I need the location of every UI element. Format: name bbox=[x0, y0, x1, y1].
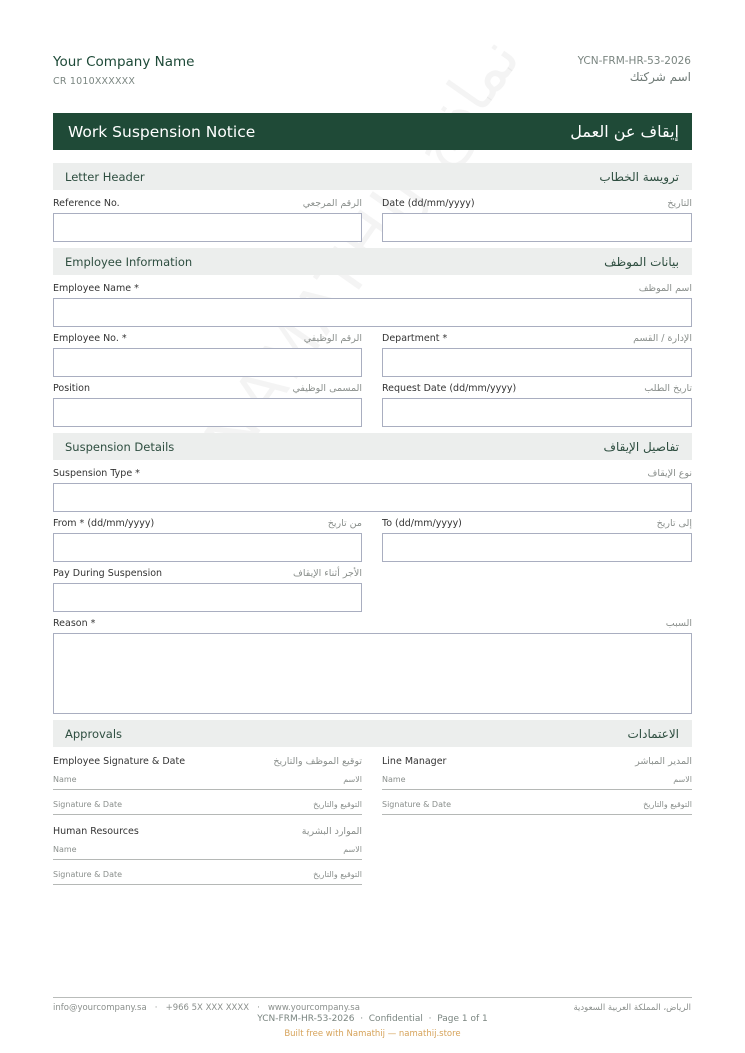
label-ar: الرقم المرجعي bbox=[302, 198, 362, 209]
employee-no-field[interactable] bbox=[53, 348, 362, 377]
section-employee-information bbox=[53, 248, 692, 275]
to-date-field[interactable] bbox=[382, 533, 692, 562]
reason-label bbox=[53, 618, 692, 629]
label-ar: الاسم bbox=[343, 775, 362, 784]
pay-during-suspension-label bbox=[53, 568, 362, 579]
label-ar: الإدارة / القسم bbox=[633, 333, 692, 344]
reference-no-label bbox=[53, 198, 362, 209]
label-en: Human Resources bbox=[53, 826, 139, 837]
employee-name-line[interactable] bbox=[53, 775, 362, 790]
label-ar: المدير المباشر bbox=[635, 756, 692, 767]
label-en: Department * bbox=[382, 333, 448, 344]
label-en: Signature & Date bbox=[53, 800, 123, 809]
date-field[interactable] bbox=[382, 213, 692, 242]
label-en: Reason * bbox=[53, 618, 96, 629]
footer-credit-link[interactable]: Built free with Namathij — namathij.store bbox=[284, 1029, 461, 1039]
request-date-label bbox=[382, 383, 692, 394]
label-ar: تاريخ الطلب bbox=[644, 383, 692, 394]
section-title-ar: ترويسة الخطاب bbox=[599, 169, 679, 184]
reason-textarea[interactable] bbox=[53, 633, 692, 714]
company-name-ar: اسم شركتك bbox=[629, 70, 691, 84]
from-date-label bbox=[53, 518, 362, 529]
label-en: Pay During Suspension bbox=[53, 568, 163, 579]
suspension-type-field[interactable] bbox=[53, 483, 692, 512]
section-suspension-details bbox=[53, 433, 692, 460]
label-ar: اسم الموظف bbox=[638, 283, 692, 294]
document-reference: YCN-FRM-HR-53-2026 bbox=[577, 55, 691, 67]
title-bar bbox=[53, 113, 692, 150]
footer-page-info: YCN-FRM-HR-53-2026 · Confidential · Page 1 of 1 bbox=[257, 1014, 488, 1024]
line-manager-name-line[interactable] bbox=[382, 775, 692, 790]
employee-no-label bbox=[53, 333, 362, 344]
from-date-field[interactable] bbox=[53, 533, 362, 562]
label-ar: الاسم bbox=[673, 775, 692, 784]
label-en: Reference No. bbox=[53, 198, 120, 209]
label-ar: نوع الإيقاف bbox=[647, 468, 692, 479]
label-ar: التوقيع والتاريخ bbox=[313, 870, 362, 879]
label-en: Signature & Date bbox=[53, 870, 123, 879]
section-approvals bbox=[53, 720, 692, 747]
reference-no-field[interactable] bbox=[53, 213, 362, 242]
line-manager-title bbox=[382, 756, 692, 767]
footer-divider bbox=[53, 997, 692, 998]
label-en: From * (dd/mm/yyyy) bbox=[53, 518, 155, 529]
request-date-field[interactable] bbox=[382, 398, 692, 427]
section-letter-header bbox=[53, 163, 692, 190]
label-ar: توقيع الموظف والتاريخ bbox=[273, 756, 362, 767]
employee-signature-line[interactable] bbox=[53, 800, 362, 815]
label-en: Request Date (dd/mm/yyyy) bbox=[382, 383, 517, 394]
label-en: Date (dd/mm/yyyy) bbox=[382, 198, 475, 209]
section-title-en: Employee Information bbox=[65, 254, 193, 269]
line-manager-signature-line[interactable] bbox=[382, 800, 692, 815]
label-ar: إلى تاريخ bbox=[656, 518, 692, 529]
section-title-ar: بيانات الموظف bbox=[604, 254, 679, 269]
label-en: Employee Name * bbox=[53, 283, 139, 294]
company-name: Your Company Name bbox=[53, 54, 195, 70]
position-label bbox=[53, 383, 362, 394]
label-ar: السبب bbox=[665, 618, 692, 629]
label-ar: المسمى الوظيفي bbox=[292, 383, 362, 394]
label-en: Employee No. * bbox=[53, 333, 127, 344]
to-date-label bbox=[382, 518, 692, 529]
employee-name-field[interactable] bbox=[53, 298, 692, 327]
department-label bbox=[382, 333, 692, 344]
label-en: To (dd/mm/yyyy) bbox=[382, 518, 462, 529]
date-label bbox=[382, 198, 692, 209]
section-title-en: Approvals bbox=[65, 726, 123, 741]
label-ar: من تاريخ bbox=[327, 518, 362, 529]
pay-during-suspension-field[interactable] bbox=[53, 583, 362, 612]
employee-signature-title bbox=[53, 756, 362, 767]
label-en: Suspension Type * bbox=[53, 468, 140, 479]
department-field[interactable] bbox=[382, 348, 692, 377]
label-en: Name bbox=[382, 775, 406, 784]
label-en: Signature & Date bbox=[382, 800, 452, 809]
label-ar: التوقيع والتاريخ bbox=[313, 800, 362, 809]
footer-contact: info@yourcompany.sa · +966 5X XXX XXXX · www.yourcompany.sa bbox=[53, 1003, 360, 1013]
label-en: Name bbox=[53, 845, 77, 854]
section-title-en: Letter Header bbox=[65, 169, 145, 184]
label-ar: الاسم bbox=[343, 845, 362, 854]
human-resources-title bbox=[53, 826, 362, 837]
label-ar: الرقم الوظيفي bbox=[303, 333, 362, 344]
section-title-en: Suspension Details bbox=[65, 439, 175, 454]
hr-name-line[interactable] bbox=[53, 845, 362, 860]
label-en: Name bbox=[53, 775, 77, 784]
label-ar: الموارد البشرية bbox=[301, 826, 362, 837]
section-title-ar: تفاصيل الإيقاف bbox=[603, 439, 679, 454]
title-ar: إيقاف عن العمل bbox=[570, 122, 679, 141]
suspension-type-label bbox=[53, 468, 692, 479]
hr-signature-line[interactable] bbox=[53, 870, 362, 885]
label-ar: التاريخ bbox=[667, 198, 692, 209]
label-en: Position bbox=[53, 383, 90, 394]
cr-number: CR 1010XXXXXX bbox=[53, 76, 136, 87]
label-en: Employee Signature & Date bbox=[53, 756, 186, 767]
label-ar: الأجر أثناء الإيقاف bbox=[293, 568, 362, 579]
footer-address: الرياض، المملكة العربية السعودية bbox=[573, 1003, 691, 1013]
label-ar: التوقيع والتاريخ bbox=[643, 800, 692, 809]
employee-name-label bbox=[53, 283, 692, 294]
position-field[interactable] bbox=[53, 398, 362, 427]
label-en: Line Manager bbox=[382, 756, 447, 767]
section-title-ar: الاعتمادات bbox=[627, 726, 679, 741]
title-en: Work Suspension Notice bbox=[68, 122, 256, 141]
